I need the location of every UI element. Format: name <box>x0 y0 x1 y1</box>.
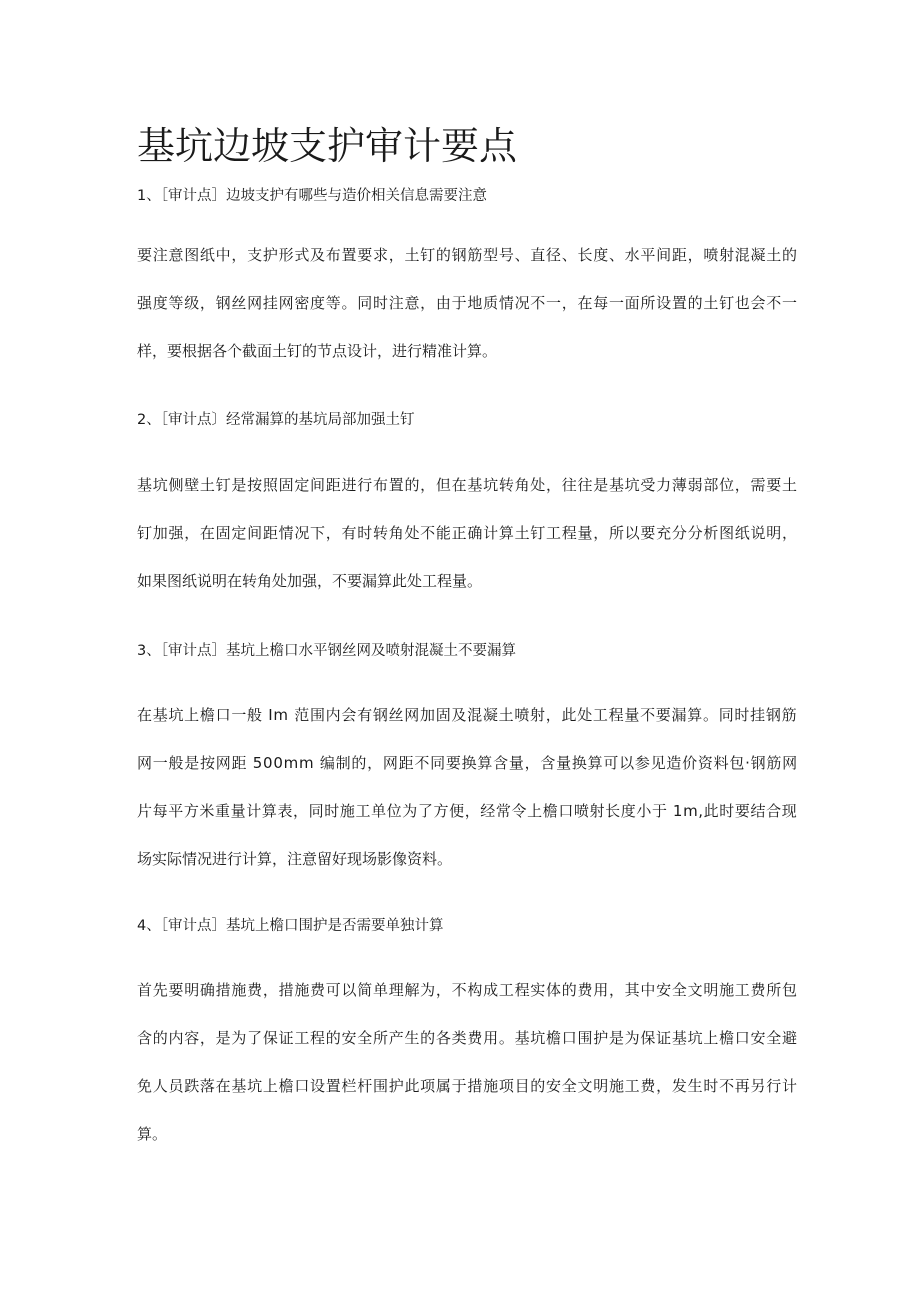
body-line: 在基坑上檐口一般 Im 范围内会有钢丝网加固及混凝土喷射，此处工程量不要漏算。同时挂钢筋 <box>137 706 798 724</box>
body-line: 算。 <box>137 1125 168 1143</box>
section-heading-4: 4、［审计点］基坑上檐口围护是否需要单独计算 <box>137 918 444 934</box>
body-line: 基坑侧壁土钉是按照固定间距进行布置的，但在基坑转角处，往往是基坑受力薄弱部位，需要土 <box>137 476 798 494</box>
section-heading-1: 1、［审计点］边坡支护有哪些与造价相关信息需要注意 <box>137 188 487 204</box>
body-line: 要注意图纸中，支护形式及布置要求，土钉的钢筋型号、直径、长度、水平间距，喷射混凝土的 <box>137 246 798 264</box>
section-heading-3: 3、［审计点］基坑上檐口水平钢丝网及喷射混凝土不要漏算 <box>137 643 516 659</box>
body-line: 免人员跌落在基坑上檐口设置栏杆围护此项属于措施项目的安全文明施工费，发生时不再另行计 <box>137 1077 798 1095</box>
section-body-1 <box>137 231 797 375</box>
body-line: 如果图纸说明在转角处加强，不要漏算此处工程量。 <box>137 572 483 590</box>
body-line: 网一般是按网距 500mm 编制的，网距不同要换算含量，含量换算可以参见造价资料包·钢筋网 <box>137 754 798 772</box>
section-body-2 <box>137 461 797 605</box>
section-body-3 <box>137 691 797 883</box>
document-title: 基坑边坡支护审计要点 <box>137 124 518 168</box>
body-line: 强度等级，钢丝网挂网密度等。同时注意，由于地质情况不一，在每一面所设置的土钉也会不一 <box>137 294 798 312</box>
section-body-4 <box>137 966 797 1158</box>
body-line: 含的内容，是为了保证工程的安全所产生的各类费用。基坑檐口围护是为保证基坑上檐口安全避 <box>137 1029 798 1047</box>
body-line: 样，要根据各个截面土钉的节点设计，进行精准计算。 <box>137 342 498 360</box>
body-line: 场实际情况进行计算，注意留好现场影像资料。 <box>137 850 453 868</box>
body-line: 片每平方米重量计算表，同时施工单位为了方便，经常令上檐口喷射长度小于 1m,此时要结合现 <box>137 802 798 820</box>
section-heading-2: 2、［审计点〕经常漏算的基坑局部加强土钉 <box>137 412 415 428</box>
body-line: 首先要明确措施费，措施费可以简单理解为，不构成工程实体的费用，其中安全文明施工费所包 <box>137 981 798 999</box>
body-line: 钉加强，在固定间距情况下，有时转角处不能正确计算土钉工程量，所以要充分分析图纸说明， <box>137 524 798 542</box>
